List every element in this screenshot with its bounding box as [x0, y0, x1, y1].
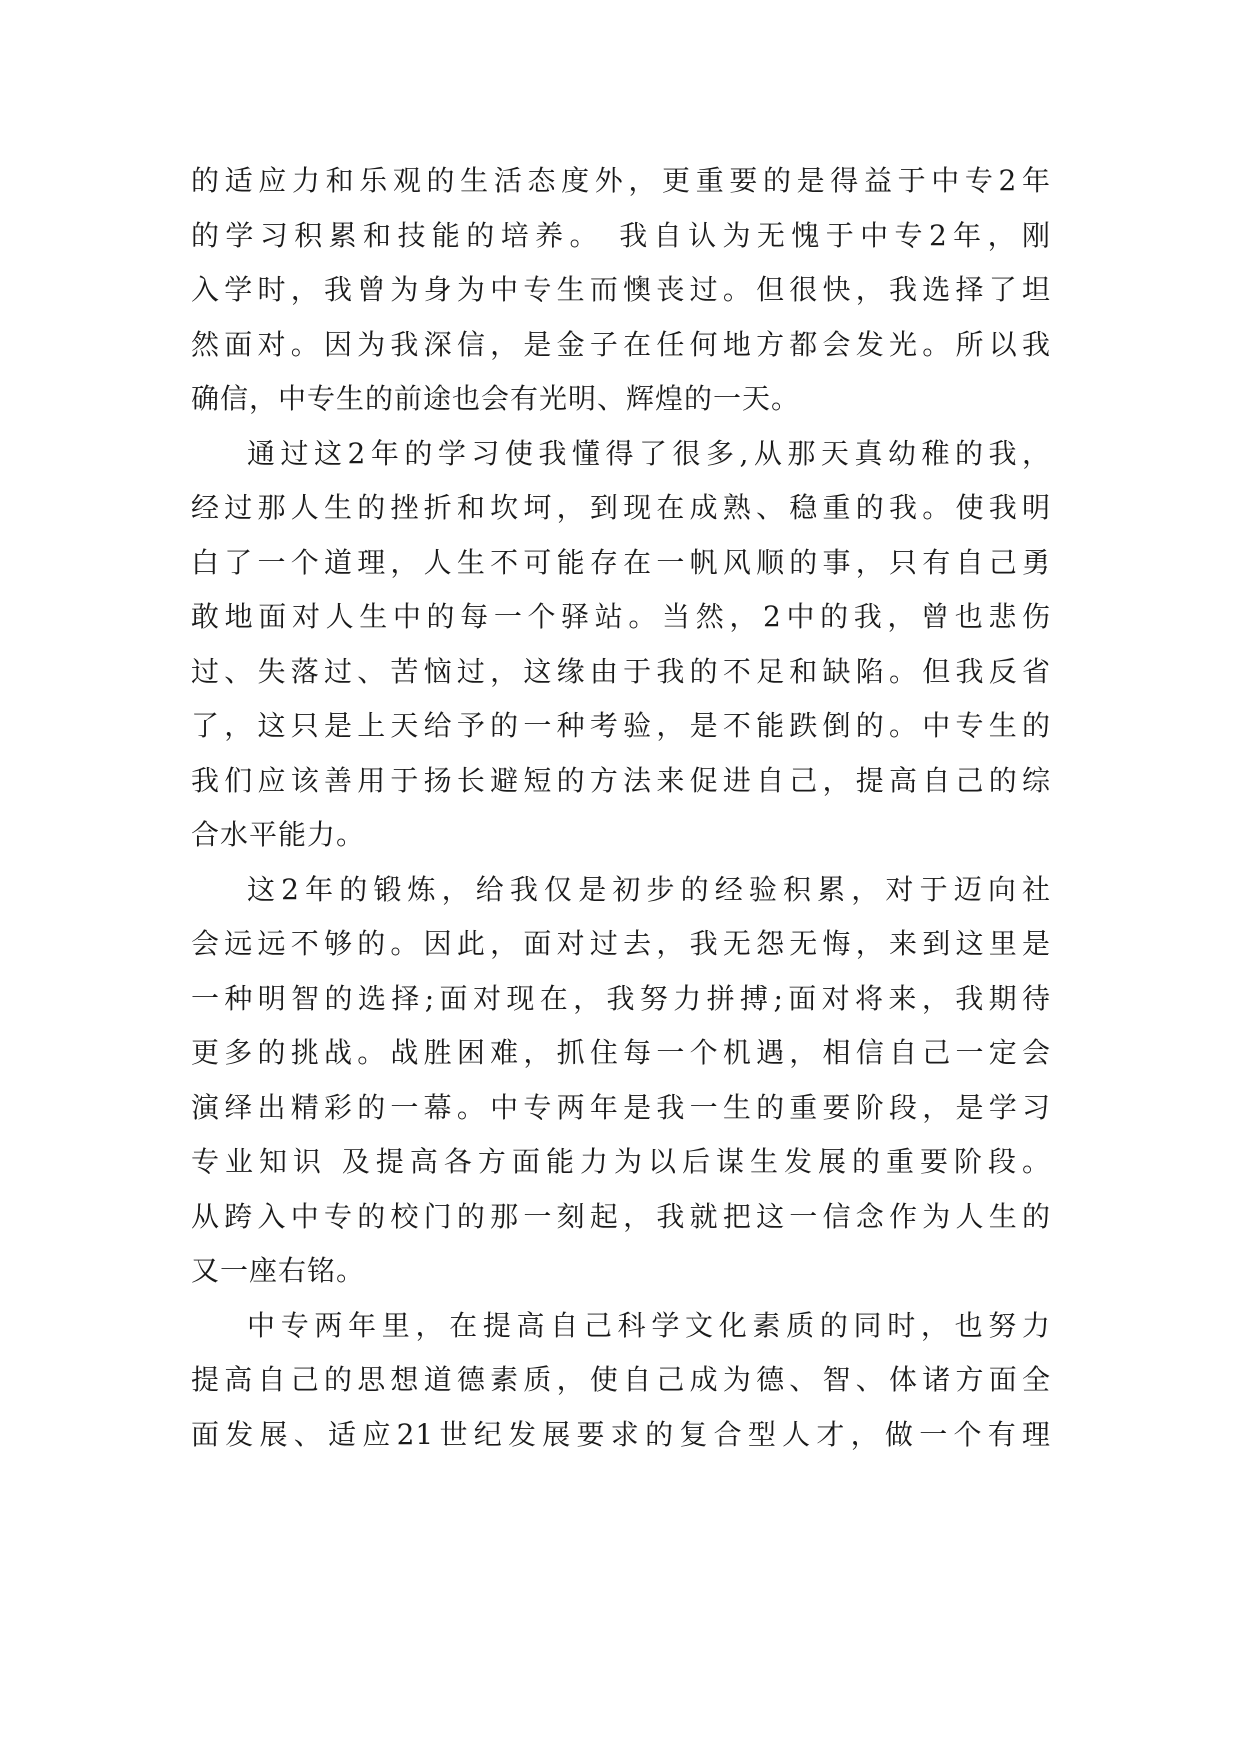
- text-line: 演绎出精彩的一幕。中专两年是我一生的重要阶段，是学习: [191, 1090, 1051, 1124]
- text-line: 的适应力和乐观的生活态度外，更重要的是得益于中专2年: [191, 164, 1051, 197]
- text-line: 从跨入中专的校门的那一刻起，我就把这一信念作为人生的: [191, 1199, 1051, 1233]
- text-line: 了，这只是上天给予的一种考验，是不能跌倒的。中专生的: [191, 709, 1051, 742]
- text-line: 提高自己的思想道德素质，使自己成为德、智、体诸方面全: [191, 1363, 1051, 1396]
- body-text: [191, 154, 1051, 1462]
- text-line: 经过那人生的挫折和坎坷，到现在成熟、稳重的我。使我明: [191, 491, 1051, 524]
- text-line: 然面对。因为我深信，是金子在任何地方都会发光。所以我: [191, 327, 1051, 361]
- text-line: 入学时，我曾为身为中专生而懊丧过。但很快，我选择了坦: [191, 273, 1051, 306]
- text-line: 我们应该善用于扬长避短的方法来促进自己，提高自己的综: [191, 763, 1051, 797]
- text-line: 专业知识 及提高各方面能力为以后谋生发展的重要阶段。: [191, 1145, 1051, 1178]
- text-line: 通过这2年的学习使我懂得了很多,从那天真幼稚的我，: [247, 436, 1051, 470]
- text-line: 一种明智的选择;面对现在，我努力拼搏;面对将来，我期待: [191, 981, 1051, 1015]
- text-line: 会远远不够的。因此，面对过去，我无怨无悔，来到这里是: [191, 927, 1051, 960]
- text-line: 合水平能力。: [191, 818, 366, 851]
- text-line: 确信，中专生的前途也会有光明、辉煌的一天。: [191, 382, 801, 415]
- paragraph: [191, 863, 1051, 1299]
- paragraph: [191, 1299, 1051, 1463]
- text-line: 中专两年里，在提高自己科学文化素质的同时，也努力: [247, 1308, 1051, 1342]
- text-line: 敢地面对人生中的每一个驿站。当然，2中的我，曾也悲伤: [191, 600, 1051, 633]
- text-line: 面发展、适应21世纪发展要求的复合型人才，做一个有理: [191, 1417, 1051, 1451]
- text-line: 更多的挑战。战胜困难，抓住每一个机遇，相信自己一定会: [191, 1036, 1051, 1069]
- text-line: 白了一个道理，人生不可能存在一帆风顺的事，只有自己勇: [191, 545, 1051, 579]
- text-line: 过、失落过、苦恼过，这缘由于我的不足和缺陷。但我反省: [191, 654, 1051, 688]
- paragraph: [191, 427, 1051, 863]
- text-line: 又一座右铭。: [191, 1254, 366, 1287]
- paragraph: [191, 154, 1051, 427]
- text-line: 这2年的锻炼，给我仅是初步的经验积累，对于迈向社: [247, 872, 1051, 906]
- text-line: 的学习积累和技能的培养。 我自认为无愧于中专2年，刚: [191, 218, 1051, 252]
